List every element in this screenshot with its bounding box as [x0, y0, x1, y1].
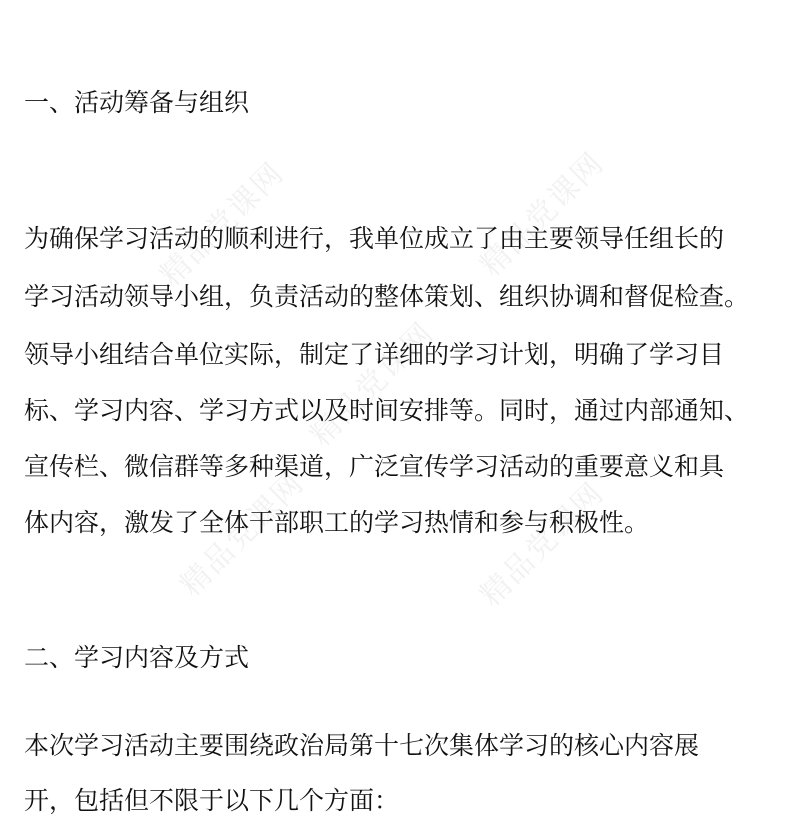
- watermark: 精品党课网: [303, 315, 442, 454]
- paragraph-line: 标、学习内容、学习方式以及时间安排等。同时，通过内部通知、: [24, 396, 750, 425]
- paragraph-line: 宣传栏、微信群等多种渠道，广泛宣传学习活动的重要意义和具: [24, 452, 725, 481]
- paragraph-line: 为确保学习活动的顺利进行，我单位成立了由主要领导任组长的: [24, 224, 725, 253]
- watermark: 精品党课网: [473, 475, 612, 614]
- paragraph-line: 体内容，激发了全体干部职工的学习热情和参与积极性。: [24, 508, 650, 537]
- watermark: 精品党课网: [153, 155, 292, 294]
- paragraph-line: 领导小组结合单位实际，制定了详细的学习计划，明确了学习目: [24, 340, 725, 369]
- watermark: 精品党课网: [473, 145, 612, 284]
- section-heading-2: 二、学习内容及方式: [24, 643, 250, 672]
- section-heading-1: 一、活动筹备与组织: [24, 88, 250, 117]
- paragraph-line: 本次学习活动主要围绕政治局第十七次集体学习的核心内容展: [24, 731, 700, 760]
- paragraph-line: 开，包括但不限于以下几个方面：: [24, 786, 400, 815]
- watermark: 精品党课网: [173, 465, 312, 604]
- paragraph-line: 学习活动领导小组，负责活动的整体策划、组织协调和督促检查。: [24, 282, 750, 311]
